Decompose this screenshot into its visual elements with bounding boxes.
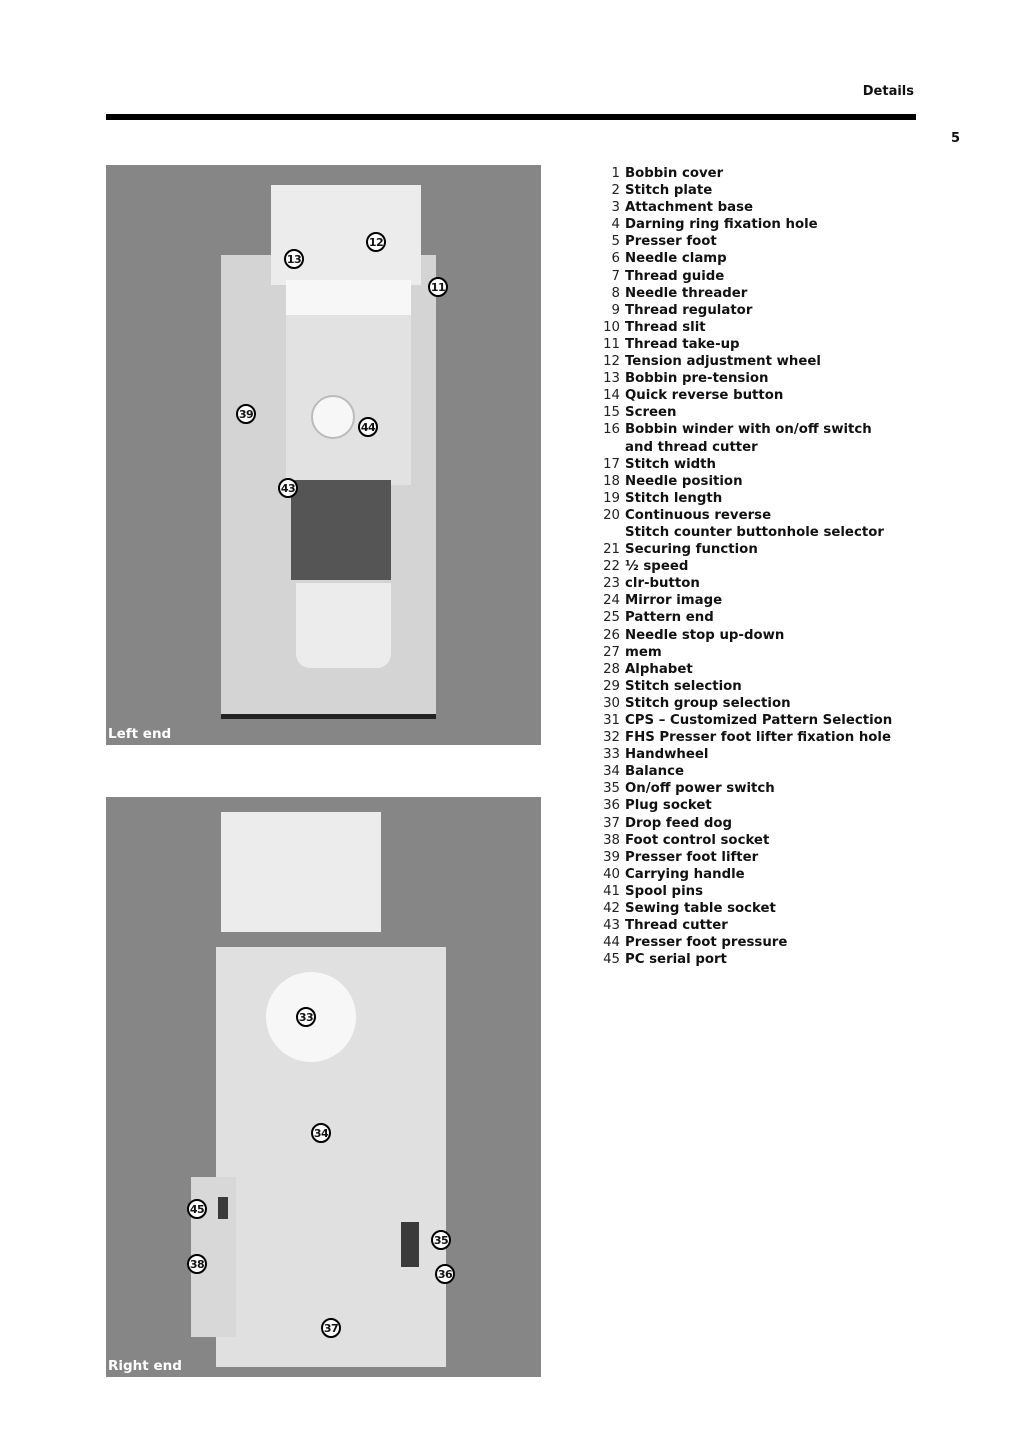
- legend-number: 9: [611, 302, 620, 318]
- legend-number: 20: [603, 507, 620, 523]
- legend-item: [598, 746, 892, 763]
- legend-item: [598, 678, 892, 695]
- legend-label: Bobbin winder with on/off switch: [625, 422, 872, 438]
- legend-item: [598, 319, 892, 336]
- legend-number: 30: [603, 695, 620, 711]
- header-rule: [106, 114, 916, 120]
- pressure-dial: [311, 395, 355, 439]
- legend-item: [598, 815, 892, 832]
- machine-arm: [286, 315, 411, 485]
- legend-label: Stitch plate: [625, 183, 713, 199]
- legend-label: Bobbin pre-tension: [625, 371, 769, 387]
- legend-item: [598, 250, 892, 267]
- legend-item: [598, 456, 892, 473]
- legend-item: [598, 507, 892, 524]
- photo-right-end: [106, 797, 541, 1377]
- legend-item: [598, 883, 892, 900]
- legend-number: 10: [603, 319, 620, 335]
- legend-label: mem: [625, 644, 662, 660]
- legend-number: 8: [611, 285, 620, 301]
- legend-label: Tension adjustment wheel: [625, 354, 821, 370]
- legend-label: Stitch group selection: [625, 695, 791, 711]
- legend-label: and thread cutter: [625, 439, 758, 455]
- callout-33: 33: [296, 1007, 316, 1027]
- legend-label: Needle position: [625, 473, 743, 489]
- legend-item: [598, 644, 892, 661]
- legend-number: 44: [603, 935, 620, 951]
- legend-number: 6: [611, 251, 620, 267]
- legend-item: [598, 797, 892, 814]
- legend-item: [598, 216, 892, 233]
- legend-label: Alphabet: [625, 661, 693, 677]
- free-arm: [296, 583, 391, 668]
- callout-37: 37: [321, 1318, 341, 1338]
- legend-label: Thread take-up: [625, 336, 740, 352]
- callout-43: 43: [278, 478, 298, 498]
- legend-label: Balance: [625, 764, 685, 780]
- legend-number: 16: [603, 422, 620, 438]
- legend-number: 21: [603, 542, 620, 558]
- legend-number: 40: [603, 866, 620, 882]
- legend-number: 29: [603, 678, 620, 694]
- photo-left-end: [106, 165, 541, 745]
- legend-number: 23: [603, 576, 620, 592]
- legend-label: Bobbin cover: [625, 166, 724, 181]
- callout-36: 36: [435, 1264, 455, 1284]
- legend-item: [598, 951, 892, 968]
- legend-item: [598, 763, 892, 780]
- legend-label: On/off power switch: [625, 781, 775, 797]
- legend-label: Needle threader: [625, 285, 748, 301]
- legend-number: 35: [603, 781, 620, 797]
- legend-number: 27: [603, 644, 620, 660]
- legend-item: [598, 421, 892, 438]
- legend-number: 36: [603, 798, 620, 814]
- legend-item: [598, 387, 892, 404]
- legend-label: Thread guide: [625, 268, 725, 284]
- legend-number: 5: [611, 234, 620, 250]
- callout-13: 13: [284, 249, 304, 269]
- legend-item: [598, 524, 892, 541]
- legend-item: [598, 473, 892, 490]
- legend-number: 13: [603, 371, 620, 387]
- legend-number: 32: [603, 730, 620, 746]
- legend-number: 39: [603, 849, 620, 865]
- legend-label: Presser foot: [625, 234, 717, 250]
- legend-number: 37: [603, 815, 620, 831]
- legend-label: Darning ring fixation hole: [625, 217, 818, 233]
- power-switch: [401, 1222, 419, 1267]
- legend-item: [598, 849, 892, 866]
- legend-label: Continuous reverse: [625, 507, 772, 523]
- legend-label: Spool pins: [625, 883, 704, 899]
- needle-area: [291, 480, 391, 580]
- caption-left-end: Left end: [108, 726, 172, 742]
- legend-item: [598, 336, 892, 353]
- legend-item: [598, 866, 892, 883]
- callout-39: 39: [236, 404, 256, 424]
- legend-label: Carrying handle: [625, 866, 745, 882]
- legend-number: 43: [603, 918, 620, 934]
- legend-label: Quick reverse button: [625, 388, 784, 404]
- legend-label: Stitch counter buttonhole selector: [625, 524, 884, 540]
- legend-item: [598, 199, 892, 216]
- legend-item: [598, 302, 892, 319]
- legend-number: 24: [603, 593, 620, 609]
- legend-label: Securing function: [625, 542, 758, 558]
- legend-label: Sewing table socket: [625, 901, 776, 917]
- pc-serial-port: [218, 1197, 228, 1219]
- legend-label: FHS Presser foot lifter fixation hole: [625, 730, 892, 746]
- legend-item: [598, 353, 892, 370]
- legend-item: [598, 900, 892, 917]
- legend-item: [598, 780, 892, 797]
- legend-number: 17: [603, 456, 620, 472]
- legend-label: Screen: [625, 405, 677, 421]
- machine-top: [271, 185, 421, 285]
- legend-item: [598, 165, 892, 182]
- legend-number: 14: [603, 388, 620, 404]
- legend-label: CPS – Customized Pattern Selection: [625, 713, 893, 728]
- legend-item: [598, 729, 892, 746]
- callout-12: 12: [366, 232, 386, 252]
- legend-item: [598, 490, 892, 507]
- parts-legend: [598, 165, 892, 968]
- legend-label: clr-button: [625, 576, 700, 592]
- legend-number: 11: [603, 336, 620, 352]
- legend-label: Thread regulator: [625, 302, 753, 318]
- legend-item: [598, 541, 892, 558]
- legend-label: Thread cutter: [625, 918, 728, 934]
- section-title: Details: [862, 84, 914, 99]
- legend-label: Plug socket: [625, 798, 712, 814]
- legend-number: 45: [603, 952, 620, 968]
- legend-number: [598, 439, 620, 456]
- machine-head-band: [286, 280, 411, 320]
- legend-label: Stitch width: [625, 456, 717, 472]
- legend-item: [598, 370, 892, 387]
- legend-item: [598, 934, 892, 951]
- legend-number: 41: [603, 883, 620, 899]
- legend-label: Stitch length: [625, 490, 723, 506]
- legend-label: Thread slit: [625, 319, 706, 335]
- legend-item: [598, 695, 892, 712]
- legend-label: PC serial port: [625, 952, 727, 968]
- legend-number: 28: [603, 661, 620, 677]
- machine-top: [221, 812, 381, 932]
- legend-number: 3: [611, 200, 620, 216]
- legend-item: [598, 609, 892, 626]
- legend-number: 26: [603, 627, 620, 643]
- legend-number: 22: [603, 559, 620, 575]
- legend-number: 42: [603, 901, 620, 917]
- legend-item: [598, 268, 892, 285]
- callout-38: 38: [187, 1254, 207, 1274]
- legend-number: 12: [603, 354, 620, 370]
- legend-label: Needle clamp: [625, 251, 727, 267]
- callout-44: 44: [358, 417, 378, 437]
- legend-label: Presser foot pressure: [625, 935, 788, 951]
- legend-label: Drop feed dog: [625, 815, 733, 831]
- legend-number: 15: [603, 405, 620, 421]
- legend-number: 31: [603, 713, 620, 728]
- legend-label: ½ speed: [625, 559, 689, 575]
- legend-item: [598, 661, 892, 678]
- legend-label: Attachment base: [625, 200, 754, 216]
- callout-11: 11: [428, 277, 448, 297]
- legend-number: 2: [611, 183, 620, 199]
- legend-item: [598, 592, 892, 609]
- legend-label: Pattern end: [625, 610, 714, 626]
- legend-number: [598, 524, 620, 541]
- legend-number: 34: [603, 764, 620, 780]
- legend-item: [598, 575, 892, 592]
- base-shadow: [221, 714, 436, 719]
- legend-item: [598, 182, 892, 199]
- legend-label: Foot control socket: [625, 832, 770, 848]
- legend-item: [598, 917, 892, 934]
- legend-number: 1: [611, 166, 620, 181]
- legend-label: Presser foot lifter: [625, 849, 759, 865]
- legend-number: 7: [611, 268, 620, 284]
- legend-item: [598, 712, 892, 729]
- legend-item: [598, 627, 892, 644]
- page-number: 5: [951, 131, 961, 146]
- callout-35: 35: [431, 1230, 451, 1250]
- legend-label: Handwheel: [625, 747, 709, 763]
- legend-item: [598, 404, 892, 421]
- caption-right-end: Right end: [108, 1358, 182, 1374]
- legend-item: [598, 233, 892, 250]
- legend-item: [598, 558, 892, 575]
- legend-item: [598, 439, 892, 456]
- legend-label: Stitch selection: [625, 678, 742, 694]
- legend-item: [598, 832, 892, 849]
- callout-45: 45: [187, 1199, 207, 1219]
- legend-label: Needle stop up-down: [625, 627, 785, 643]
- legend-label: Mirror image: [625, 593, 723, 609]
- legend-number: 33: [603, 747, 620, 763]
- legend-number: 18: [603, 473, 620, 489]
- legend-number: 4: [611, 217, 620, 233]
- callout-34: 34: [311, 1123, 331, 1143]
- legend-number: 38: [603, 832, 620, 848]
- legend-item: [598, 285, 892, 302]
- legend-number: 25: [603, 610, 620, 626]
- legend-number: 19: [603, 490, 620, 506]
